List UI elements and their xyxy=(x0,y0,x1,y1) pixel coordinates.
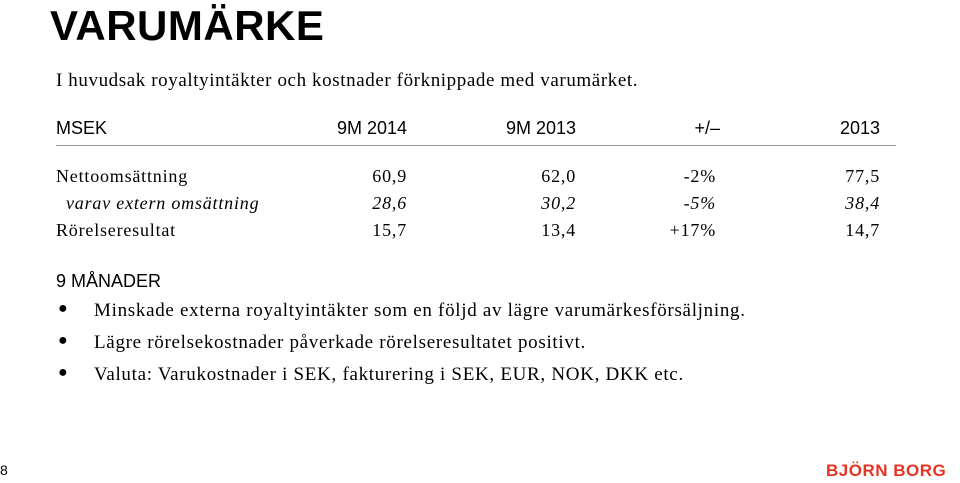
page-number: 8 xyxy=(0,462,8,478)
row-label: varav extern omsättning xyxy=(66,193,260,213)
bullet-text: Minskade externa royaltyintäkter som en följd av lägre varumärkesförsäljning. xyxy=(94,300,746,321)
bullet-text: Valuta: Varukostnader i SEK, fakturering i SEK, EUR, NOK, DKK etc. xyxy=(94,364,684,385)
slide-subtitle: I huvudsak royaltyintäkter och kostnader förknippade med varumärket. xyxy=(56,70,639,91)
cell-9m-2013: 30,2 xyxy=(541,193,576,213)
bullet-icon: ● xyxy=(58,364,69,381)
bullet-text: Lägre rörelsekostnader påverkade rörelseresultatet positivt. xyxy=(94,332,587,353)
row-label: Nettoomsättning xyxy=(56,166,188,186)
column-header-2013: 2013 xyxy=(839,118,880,138)
table-header-row xyxy=(56,118,896,142)
column-header-msek: MSEK xyxy=(56,118,108,138)
slide-title: VARUMÄRKE xyxy=(50,2,325,49)
cell-9m-2013: 62,0 xyxy=(541,166,576,186)
cell-2013: 14,7 xyxy=(845,220,880,240)
bullet-icon: ● xyxy=(58,332,69,349)
cell-change: +17% xyxy=(669,220,716,240)
cell-9m-2014: 15,7 xyxy=(372,220,407,240)
cell-2013: 77,5 xyxy=(845,166,880,186)
cell-change: -2% xyxy=(683,166,716,186)
table-row xyxy=(56,193,896,220)
cell-9m-2013: 13,4 xyxy=(541,220,576,240)
table-row xyxy=(56,220,896,247)
bjorn-borg-logo: BJÖRN BORG xyxy=(826,461,947,480)
bullet-icon: ● xyxy=(58,300,69,317)
column-header-9m-2013: 9M 2013 xyxy=(505,118,576,138)
cell-2013: 38,4 xyxy=(845,193,880,213)
cell-9m-2014: 60,9 xyxy=(372,166,407,186)
cell-9m-2014: 28,6 xyxy=(372,193,407,213)
table-header-divider xyxy=(56,145,896,146)
column-header-9m-2014: 9M 2014 xyxy=(336,118,407,138)
financial-table xyxy=(56,118,896,247)
cell-change: -5% xyxy=(683,193,716,213)
column-header-change: +/– xyxy=(694,118,720,138)
table-row xyxy=(56,166,896,193)
section-heading: 9 MÅNADER xyxy=(56,271,162,291)
row-label: Rörelseresultat xyxy=(56,220,176,240)
